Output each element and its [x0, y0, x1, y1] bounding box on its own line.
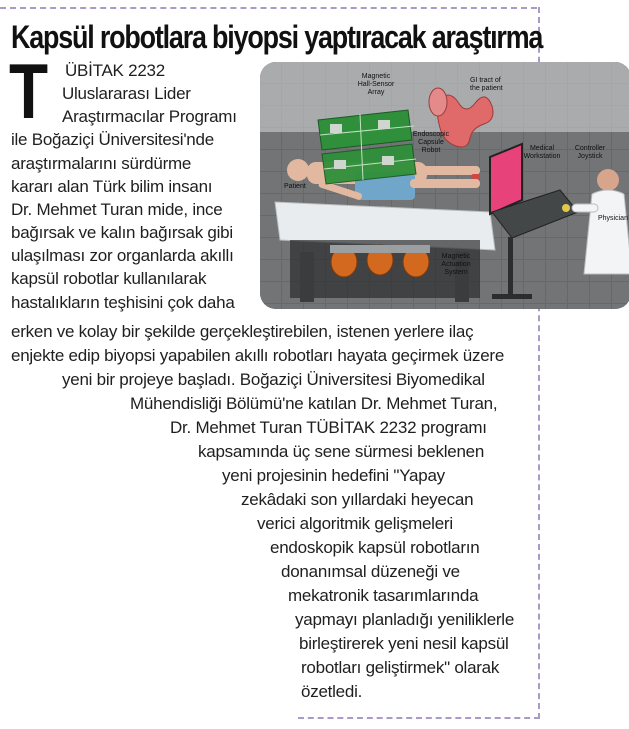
- body-line: robotları geliştirmek" olarak: [301, 658, 500, 677]
- label-capsule: Endoscopic: [412, 131, 450, 138]
- label-joystick: Controller: [574, 145, 606, 152]
- drop-cap: T: [9, 47, 49, 135]
- body-line: donanımsal düzeneği ve: [281, 562, 460, 581]
- body-line: mekatronik tasarımlarında: [288, 586, 479, 605]
- body-line: hastalıkların teşhisini çok daha: [11, 293, 235, 312]
- capsule-robot: [471, 174, 480, 179]
- body-line: enjekte edip biyopsi yapabilen akıllı robotları hayata geçirmek üzere: [11, 346, 505, 365]
- body-line: kapsamında üç sene sürmesi beklenen: [198, 442, 485, 461]
- frame-bottom-border: [298, 717, 540, 719]
- label-actuation: Magnetic: [441, 253, 471, 260]
- body-line: yeni bir projeye başladı. Boğaziçi Üniversitesi Biyomedikal: [62, 370, 485, 389]
- body-line: Mühendisliği Bölümü'ne katılan Dr. Mehmet Turan,: [130, 394, 498, 413]
- label-sensor-array: Hall-Sensor: [357, 81, 395, 88]
- label-sensor-array: Magnetic: [361, 73, 391, 80]
- label-joystick: Joystick: [577, 153, 603, 160]
- label-gi-tract: the patient: [470, 85, 503, 92]
- body-line: endoskopik kapsül robotların: [270, 538, 480, 557]
- body-line: yeni projesinin hedefini "Yapay: [222, 466, 445, 485]
- body-line: zekâdaki son yıllardaki heyecan: [241, 490, 474, 509]
- body-line: özetledi.: [301, 682, 363, 701]
- body-line: Dr. Mehmet Turan mide, ince: [11, 200, 223, 219]
- illustration-svg: [260, 62, 629, 309]
- body-line: yapmayı planladığı yeniliklerle: [295, 610, 515, 629]
- label-sensor-array: Array: [367, 89, 385, 96]
- label-gi-tract: GI tract of: [470, 77, 501, 84]
- body-line: Dr. Mehmet Turan TÜBİTAK 2232 programı: [170, 418, 487, 437]
- body-line: kararı alan Türk bilim insanı: [11, 177, 213, 196]
- body-line: verici algoritmik gelişmeleri: [257, 514, 453, 533]
- body-line: birleştirerek yeni nesil kapsül: [299, 634, 509, 653]
- actuation-coils: [330, 245, 430, 277]
- label-workstation: Medical: [529, 145, 555, 152]
- label-capsule: Capsule: [418, 139, 444, 146]
- label-actuation: System: [444, 269, 468, 276]
- label-workstation: Workstation: [523, 153, 561, 160]
- frame-top-border: [0, 7, 537, 9]
- label-patient: Patient: [284, 183, 306, 190]
- body-line: Uluslararası Lider: [62, 84, 191, 103]
- body-line: kapsül robotlar kullanılarak: [11, 269, 207, 288]
- headline: Kapsül robotlara biyopsi yaptıracak araştırma: [11, 19, 543, 55]
- body-line: araştırmalarını sürdürme: [11, 154, 192, 173]
- body-line: erken ve kolay bir şekilde gerçekleştirebilen, istenen yerlere ilaç: [11, 322, 474, 341]
- body-line: ÜBİTAK 2232: [65, 61, 165, 80]
- label-physician: Physician: [598, 215, 628, 222]
- body-line: bağırsak ve kalın bağırsak gibi: [11, 223, 233, 242]
- body-line: ulaşılması zor organlarda akıllı: [11, 246, 234, 265]
- label-actuation: Actuation: [441, 261, 471, 268]
- label-capsule: Robot: [421, 147, 441, 154]
- body-line: Araştırmacılar Programı: [62, 107, 237, 126]
- body-line: ile Boğaziçi Üniversitesi'nde: [11, 130, 214, 149]
- capsule-robot-illustration: [260, 62, 629, 309]
